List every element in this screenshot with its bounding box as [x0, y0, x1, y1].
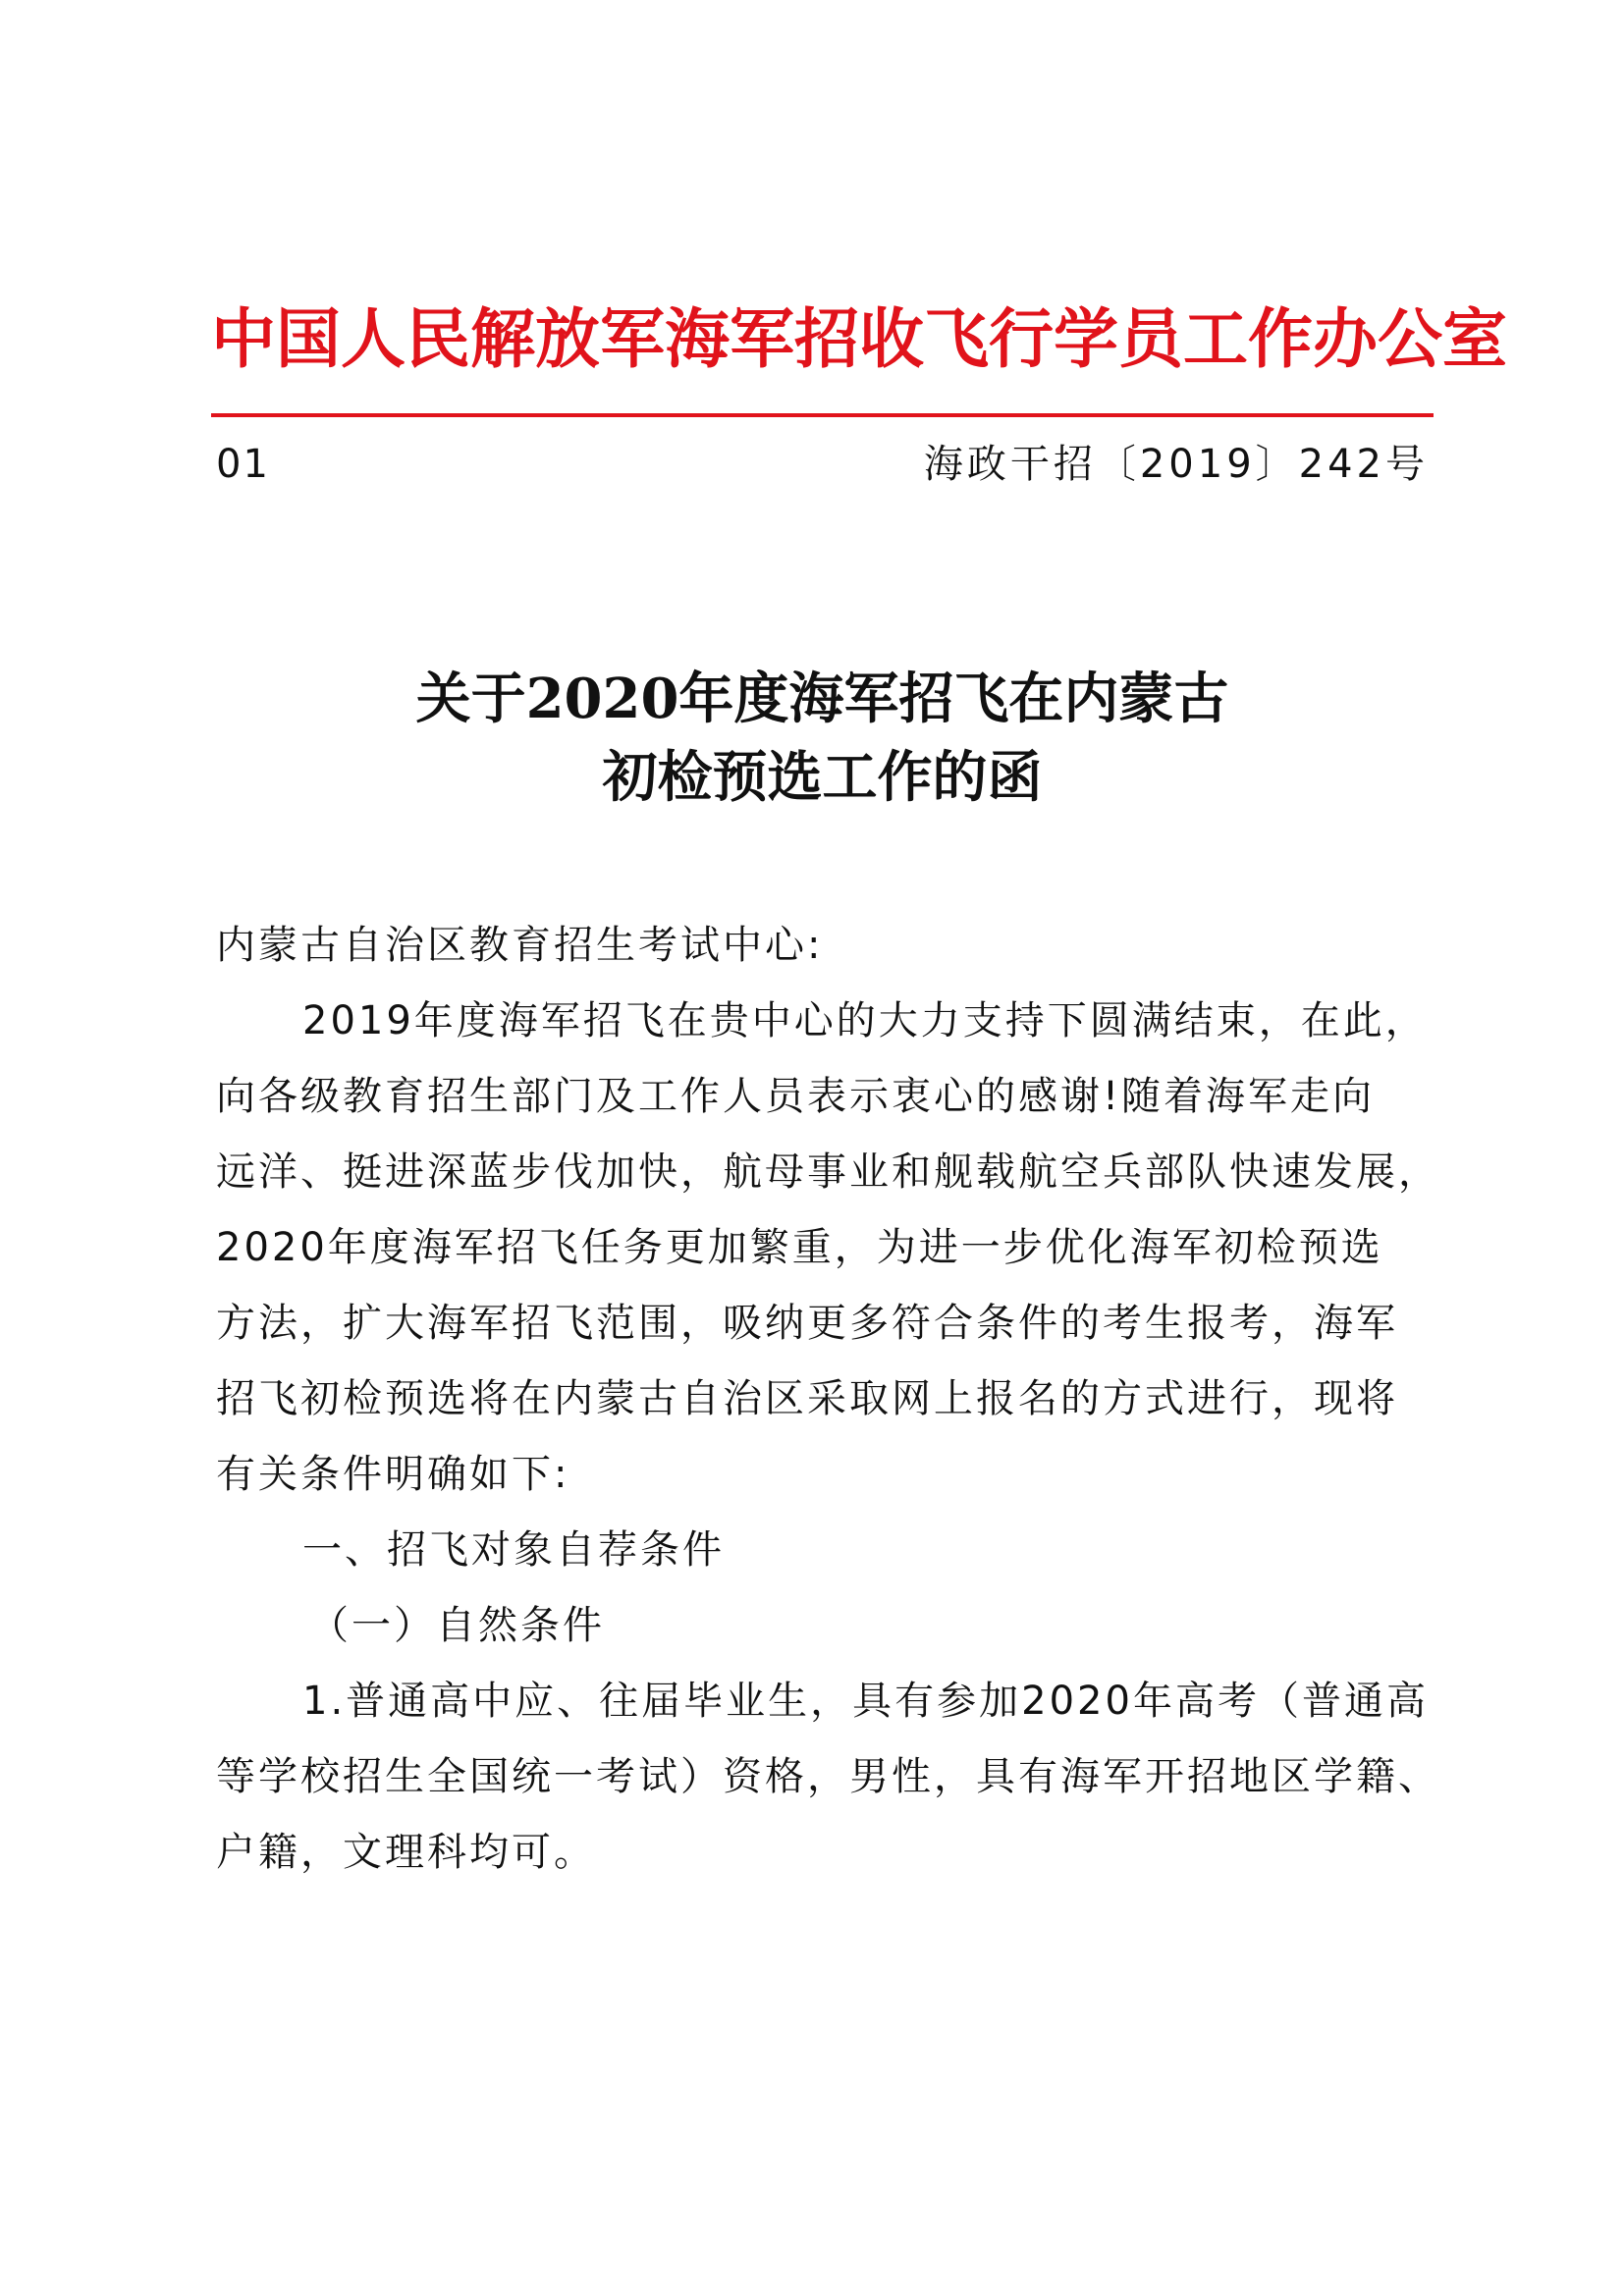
paragraph-line: 等学校招生全国统一考试）资格，男性，具有海军开招地区学籍、 [216, 1754, 1440, 1799]
paragraph-line: 远洋、挺进深蓝步伐加快，航母事业和舰载航空兵部队快速发展， [216, 1149, 1440, 1195]
red-divider-line [211, 413, 1434, 417]
paragraph-line: 1.普通高中应、往届毕业生，具有参加2020年高考（普通高 [302, 1679, 1429, 1724]
document-body [216, 908, 1440, 1891]
paragraph-line: 2020年度海军招飞任务更加繁重，为进一步优化海军初检预选 [216, 1225, 1383, 1270]
paragraph-line: 招飞初检预选将在内蒙古自治区采取网上报名的方式进行，现将 [216, 1376, 1398, 1421]
title-line-2: 初检预选工作的函 [602, 745, 1043, 810]
paragraph-line: 2019年度海军招飞在贵中心的大力支持下圆满结束，在此， [302, 998, 1428, 1043]
title-line-1: 关于2020年度海军招飞在内蒙古 [415, 667, 1229, 731]
serial-number: 01 [216, 442, 270, 487]
document-number: 海政干招〔2019〕242号 [923, 442, 1429, 487]
recipient-line: 内蒙古自治区教育招生考试中心: [216, 923, 824, 968]
subsection-heading: （一）自然条件 [309, 1603, 605, 1648]
paragraph-line: 方法，扩大海军招飞范围，吸纳更多符合条件的考生报考，海军 [216, 1301, 1398, 1346]
paragraph-line: 有关条件明确如下: [216, 1452, 570, 1497]
paragraph-line: 向各级教育招生部门及工作人员表示衷心的感谢!随着海军走向 [216, 1074, 1376, 1119]
paragraph-line: 户籍，文理科均可。 [216, 1830, 596, 1875]
document-meta-row [216, 437, 1429, 492]
issuer-masthead: 中国人民解放军海军招收飞行学员工作办公室 [211, 300, 1507, 377]
section-heading: 一、招飞对象自荐条件 [302, 1527, 725, 1573]
document-title [211, 660, 1434, 817]
